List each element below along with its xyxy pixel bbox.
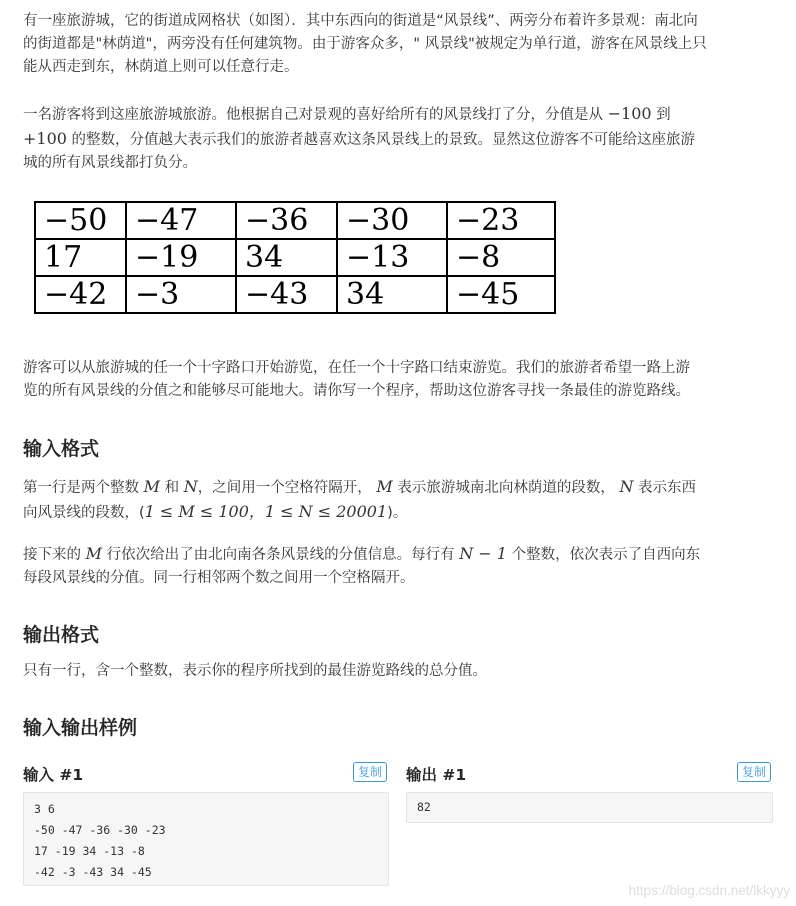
grid-row <box>35 202 555 239</box>
code-line: -50 -47 -36 -30 -23 <box>34 823 166 837</box>
grid-cell: 34 <box>337 276 447 313</box>
sample-input-box[interactable] <box>23 792 389 886</box>
grid-cell: 34 <box>236 239 337 276</box>
input-format-heading: 输入格式 <box>23 438 100 460</box>
output-format-paragraph: 只有一行，含一个整数，表示你的程序所找到的最佳游览路线的总分值。 <box>23 663 487 679</box>
samples-heading: 输入输出样例 <box>23 717 138 739</box>
intro-line: 的街道都是"林荫道"，两旁没有任何建筑物。由于游客众多，" 风景线"被规定为单行道，游客在风景线上只 <box>23 36 707 52</box>
scoring-paragraph: 一名游客将到这座旅游城旅游。他根据自己对景观的喜好给所有的风景线打了分，分值是从 −100 到 +100 的整数，分值越大表示我们的旅游者越喜欢这条风景线上的景致。显然这位游客不可能给这座旅游 城的所有风景线都打负分。 <box>23 104 696 171</box>
watermark: https://blog.csdn.net/lkkyyy <box>628 883 790 898</box>
code-line: 17 -19 34 -13 -8 <box>34 844 145 858</box>
output-format-heading: 输出格式 <box>23 624 100 646</box>
math-min-score: −100 <box>607 104 652 123</box>
copy-input-button[interactable]: 复制 <box>353 762 387 782</box>
grid-cell: −13 <box>337 239 447 276</box>
input-format-paragraph-1: 第一行是两个整数 M 和 N，之间用一个空格符隔开， M 表示旅游城南北向林荫道的段数， N 表示东西 向风景线的段数，(1 ≤ M ≤ 100，1 ≤ N ≤ 20001)。 <box>23 477 697 521</box>
grid-cell: −47 <box>126 202 236 239</box>
grid-cell: 17 <box>35 239 126 276</box>
math-constraints: 1 ≤ M ≤ 100，1 ≤ N ≤ 20001 <box>144 502 388 521</box>
sample-output-title: 输出 #1 <box>406 766 467 784</box>
input-format-paragraph-2: 接下来的 M 行依次给出了由北向南各条风景线的分值信息。每行有 N − 1 个整数，依次表示了自西向东 每段风景线的分值。同一行相邻两个数之间用一个空格隔开。 <box>23 544 701 586</box>
grid-cell: −36 <box>236 202 337 239</box>
code-line: -42 -3 -43 34 -45 <box>34 865 152 879</box>
grid-cell: −19 <box>126 239 236 276</box>
grid-cell: −3 <box>126 276 236 313</box>
sample-output-box[interactable] <box>406 792 773 823</box>
grid-cell: −30 <box>337 202 447 239</box>
grid-cell: −43 <box>236 276 337 313</box>
score-grid-image <box>34 201 556 314</box>
grid-row <box>35 239 555 276</box>
math-max-score: +100 <box>23 129 67 148</box>
intro-line: 有一座旅游城，它的街道成网格状（如图）．其中东西向的街道是“风景线”、两旁分布着许多景观：南北向 <box>23 13 698 29</box>
grid-cell: −23 <box>447 202 555 239</box>
grid-cell: −50 <box>35 202 126 239</box>
intro-paragraph <box>23 10 775 79</box>
sample-input-title: 输入 #1 <box>23 766 84 784</box>
code-line: 3 6 <box>34 802 55 816</box>
code-line: 82 <box>417 800 431 814</box>
copy-output-button[interactable]: 复制 <box>737 762 771 782</box>
goal-paragraph: 游客可以从旅游城的任一个十字路口开始游览，在任一个十字路口结束游览。我们的旅游者希望一路上游 览的所有风景线的分值之和能够尽可能地大。请你写一个程序，帮助这位游客寻找一条最佳的游览路线。 <box>23 360 690 399</box>
grid-cell: −45 <box>447 276 555 313</box>
grid-row <box>35 276 555 313</box>
intro-line: 能从西走到东，林荫道上则可以任意行走。 <box>23 59 299 75</box>
grid-cell: −8 <box>447 239 555 276</box>
grid-cell: −42 <box>35 276 126 313</box>
